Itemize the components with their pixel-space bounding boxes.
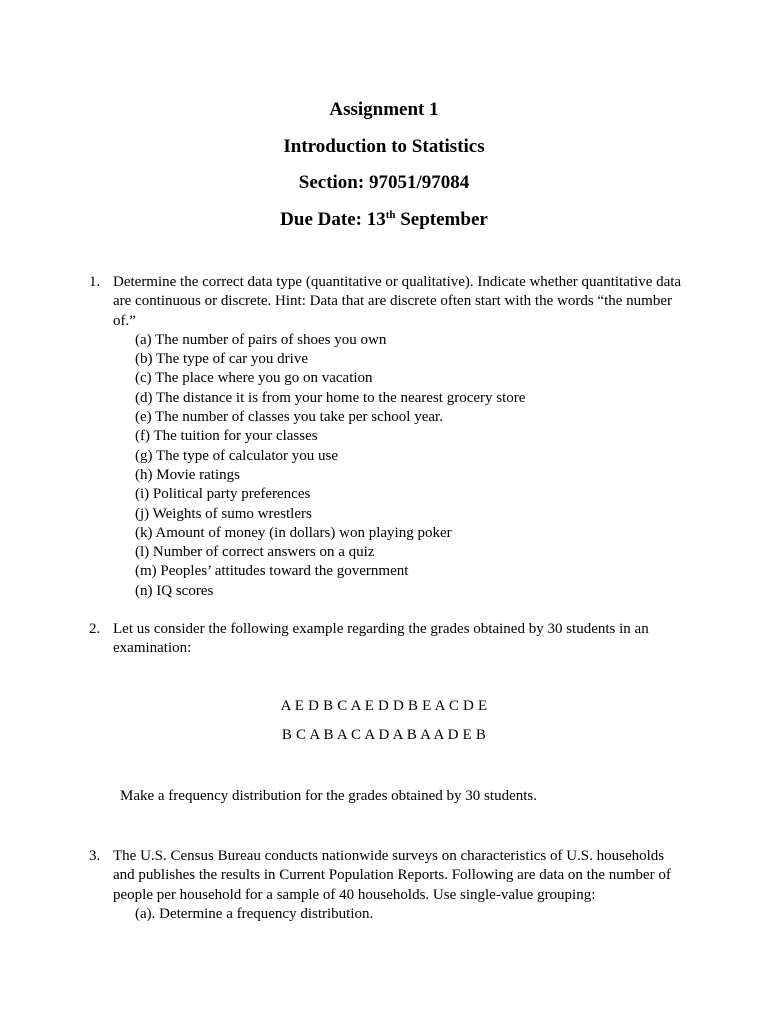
list-item: (e) The number of classes you take per school year. (135, 409, 443, 426)
course-title: Introduction to Statistics (283, 135, 485, 157)
list-item: (a) The number of pairs of shoes you own (135, 331, 387, 348)
grades-line-1: A E D B C A E D D B E A C D E (280, 698, 488, 714)
question-2-text: Let us consider the following example regarding the grades obtained by 30 students in an examination: (113, 621, 649, 657)
grades-line-2: B C A B A C A D A B A A D E B (281, 727, 487, 743)
question-3-items (135, 905, 689, 924)
due-date (0, 202, 768, 239)
due-date-prefix: Due Date: 13 (280, 208, 386, 230)
list-item: (h) Movie ratings (135, 466, 240, 483)
list-item: (l) Number of correct answers on a quiz (135, 544, 375, 561)
question-3-number: 3. (89, 848, 101, 864)
list-item: (g) The type of calculator you use (135, 447, 338, 464)
list-item: (d) The distance it is from your home to the nearest grocery store (135, 389, 526, 406)
assignment-header (0, 92, 768, 238)
question-2 (89, 620, 689, 659)
list-item: (k) Amount of money (in dollars) won playing poker (135, 524, 452, 541)
due-date-month: September (395, 208, 488, 230)
question-1-number: 1. (89, 274, 101, 290)
section-number: Section: 97051/97084 (298, 172, 470, 193)
question-1 (89, 273, 689, 601)
list-item: (f) The tuition for your classes (135, 428, 318, 445)
list-item: (n) IQ scores (135, 582, 214, 599)
list-item: (m) Peoples’ attitudes toward the government (135, 563, 409, 580)
question-2-instruction: Make a frequency distribution for the grades obtained by 30 students. (120, 788, 537, 804)
question-1-items (135, 331, 689, 601)
question-3-text: The U.S. Census Bureau conducts nationwide surveys on characteristics of U.S. households and publishes the results in Current Population Reports. Following are data on the number of people per household for a sample of 40 households. Use single-value grouping: (113, 848, 671, 903)
question-3 (89, 847, 689, 924)
assignment-title: Assignment 1 (329, 99, 439, 120)
list-item: (b) The type of car you drive (135, 351, 308, 368)
list-item: (i) Political party preferences (135, 486, 311, 503)
list-item: (j) Weights of sumo wrestlers (135, 505, 312, 522)
question-1-text: Determine the correct data type (quantitative or qualitative). Indicate whether quantitative data are continuous or discrete. Hint: Data that are discrete often start with the words “the number of.” (113, 274, 682, 329)
list-item: (c) The place where you go on vacation (135, 370, 373, 387)
list-item: (a). Determine a frequency distribution. (135, 905, 374, 922)
due-date-ordinal: th (385, 208, 396, 221)
question-2-number: 2. (89, 621, 101, 637)
